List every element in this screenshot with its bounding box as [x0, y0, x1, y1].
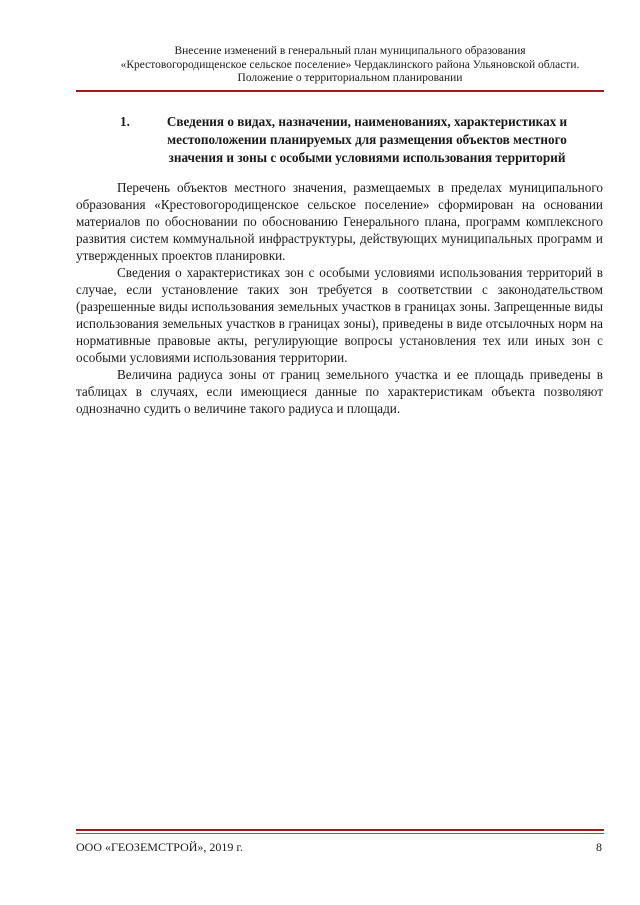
header-divider — [76, 90, 604, 92]
footer-divider-thin — [76, 833, 604, 834]
footer-company: ООО «ГЕОЗЕМСТРОЙ», 2019 г. — [76, 840, 243, 854]
section-title: Сведения о видах, назначении, наименованиях, характеристиках и местоположении планируемых для размещения объектов местного значения и зоны с особыми условиями использования территорий — [166, 114, 568, 165]
document-header — [60, 45, 640, 86]
footer-divider — [76, 829, 604, 831]
body-text — [76, 179, 603, 417]
header-line-2: «Крестовогородищенское сельское поселение» Чердаклинского района Ульяновской области. — [120, 58, 580, 71]
header-line-3: Положение о территориальном планировании — [237, 72, 463, 84]
header-line-1: Внесение изменений в генеральный план муниципального образования — [174, 45, 526, 57]
section-heading — [120, 113, 590, 167]
section-number: 1. — [120, 114, 130, 129]
paragraph: Сведения о характеристиках зон с особыми условиями использования территорий в случае, если установление таких зон требуется в соответствии с законодательством (разрешенные виды использования земельных участков в границах зоны. Запрещенные виды использования земельных участков в границах зоны), приведены в виде отсылочных норм на нормативные правовые акты, регулирующие вопросы установления тех или иных зон с особыми условиями использования территории. — [76, 265, 603, 365]
paragraph: Величина радиуса зоны от границ земельного участка и ее площадь приведены в таблицах в случаях, если имеющиеся данные по характеристикам объекта позволяют однозначно судить о величине такого радиуса и площади. — [76, 367, 603, 416]
paragraph: Перечень объектов местного значения, размещаемых в пределах муниципального образования «Крестовогородищенское сельское поселение» сформирован на основании материалов по обосновании по обоснованию Генерального плана, программ комплексного развития систем коммунальной инфраструктуры, действующих муниципальных программ и утвержденных проектов планировки. — [76, 180, 603, 263]
page-number: 8 — [596, 840, 602, 854]
